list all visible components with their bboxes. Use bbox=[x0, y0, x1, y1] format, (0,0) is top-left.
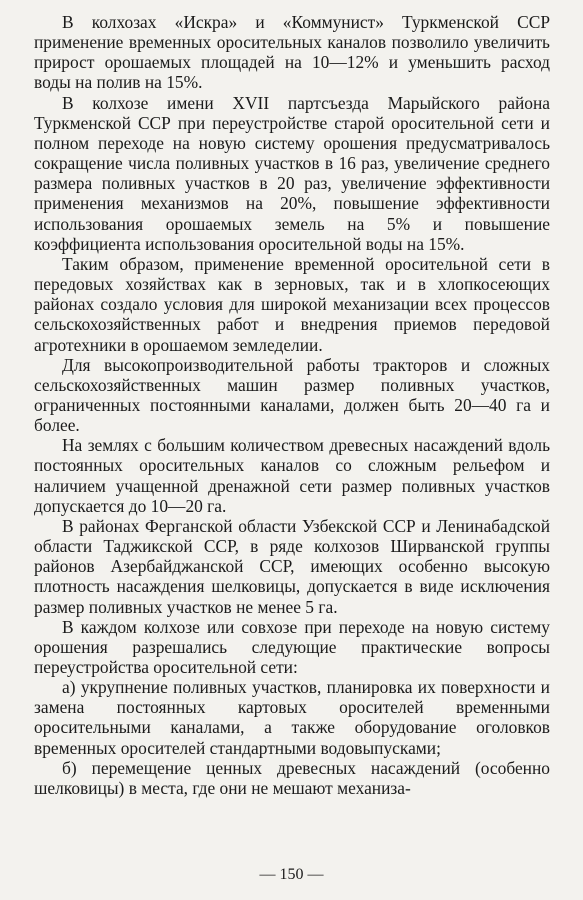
paragraph-conclusion: Таким образом, применение временной оросительной сети в передовых хозяйствах как в зерновых, так и в хлопкосеющих районах создало условия для широкой механизации всех процессов сельскохозяйственных работ и внедрения приемов передовой агротехники в орошаемом земледелии. bbox=[34, 253, 550, 355]
paragraph-iskra-kommunist: В колхозах «Искра» и «Коммунист» Туркменской ССР применение временных оросительных каналов позволило увеличить прирост орошаемых площадей на 10—12% и уменьшить расход воды на полив на 15%. bbox=[34, 12, 550, 93]
list-item-a: а) укрупнение поливных участков, планировка их поверхности и замена постоянных картовых оросителей временными оросительными каналами, а также оборудование оголовков временных оросителей стандартными водовыпусками; bbox=[34, 677, 550, 758]
paragraph-xvii-partsezd: В колхозе имени XVII партсъезда Марыйского района Туркменской ССР при переустройстве старой оросительной сети и полном переходе на новую систему орошения предусматривалось сокращение числа поливных участков в 16 раз, увеличение среднего размера поливных участков в 20 раз, увеличение эффективности применения механизмов на 20%, повышение эффективности использования орошаемых земель на 5% и повышение коэффициента использования оросительной воды на 15%. bbox=[34, 92, 550, 254]
paragraph-tree-plantings: На землях с большим количеством древесных насаждений вдоль постоянных оросительных каналов со сложным рельефом и наличием учащенной дренажной сети размер поливных участков допускается до 10—20 га. bbox=[34, 435, 550, 516]
list-item-b: б) перемещение ценных древесных насаждений (особенно шелковицы) в места, где они не мешают механиза- bbox=[34, 757, 550, 798]
paragraph-fergana-regions: В районах Ферганской области Узбекской ССР и Ленинабадской области Таджикской ССР, в ряде колхозов Ширванской группы районов Азербайджанской ССР, имеющих особенно высокую плотность насаждения шелковицы, допускается в виде исключения размер поливных участков не менее 5 га. bbox=[34, 515, 550, 617]
paragraph-practical-questions: В каждом колхозе или совхозе при переходе на новую систему орошения разрешались следующие практические вопросы переустройства оросительной сети: bbox=[34, 616, 550, 677]
page-number: — 150 — bbox=[259, 866, 324, 883]
paragraph-tractor-plots: Для высокопроизводительной работы тракторов и сложных сельскохозяйственных машин размер поливных участков, ограниченных постоянными каналами, должен быть 20—40 га и более. bbox=[34, 354, 550, 436]
page-body bbox=[34, 12, 550, 798]
